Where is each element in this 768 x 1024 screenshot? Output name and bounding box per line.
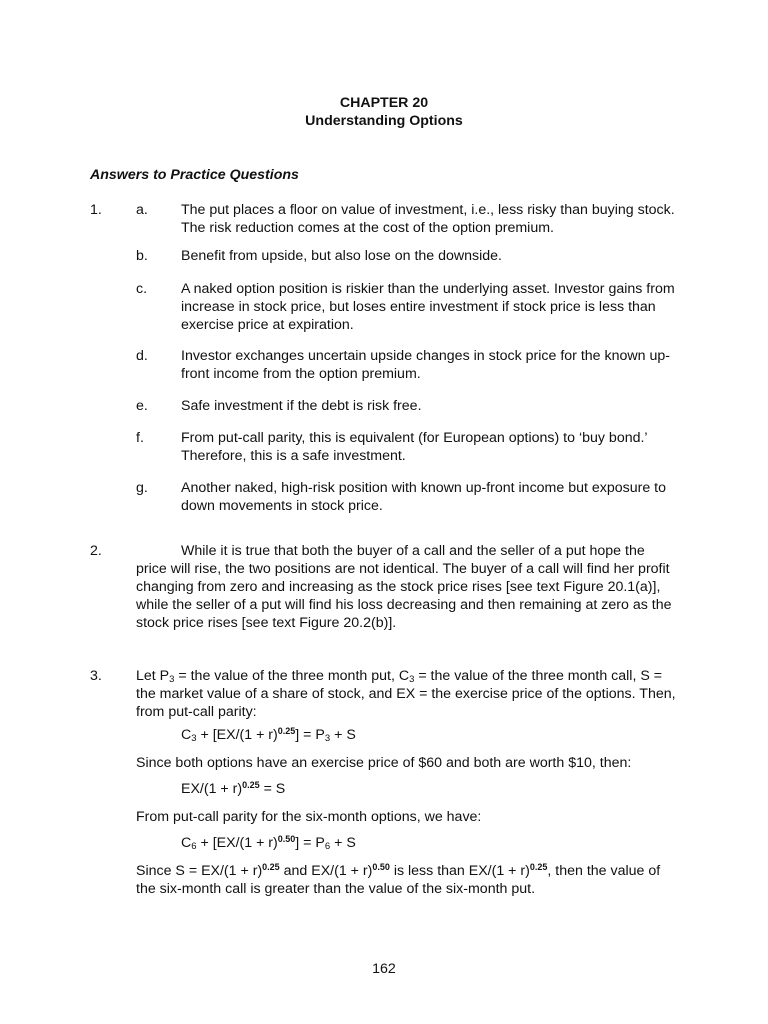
item-letter: g. bbox=[136, 480, 148, 496]
chapter-heading: CHAPTER 20 bbox=[339, 95, 429, 111]
question-3-number: 3. bbox=[90, 668, 102, 684]
q3-paragraph-3: From put-call parity for the six-month options, we have: bbox=[136, 809, 482, 825]
equation-ex-equals-s: $EX/(1 + r)^{0.25} = S$ bbox=[181, 780, 286, 797]
item-text: The put places a floor on value of investment, i.e., less risky than buying stock. The risk reduction comes at the cost of the option premium. bbox=[181, 202, 675, 236]
item-letter: b. bbox=[136, 248, 148, 264]
item-letter: d. bbox=[136, 348, 148, 364]
question-2-answer bbox=[136, 542, 676, 632]
item-letter: f. bbox=[136, 430, 144, 446]
item-text: Investor exchanges uncertain upside changes in stock price for the known up-front income from the option premium. bbox=[181, 348, 670, 382]
q3-intro: Let $P_3$ = the value of the three month put, $C_3$ = the value of the three month call, S = the market value of a share of stock, and EX = the exercise price of the options. Then, from put-call parity: bbox=[136, 668, 676, 720]
page-number: 162 bbox=[372, 961, 396, 977]
item-text: A naked option position is riskier than the underlying asset. Investor gains from increase in stock price, but loses entire investment if stock price is less than exercise price at expiration. bbox=[181, 281, 675, 333]
item-text: Benefit from upside, but also lose on the downside. bbox=[181, 248, 502, 264]
item-letter: c. bbox=[136, 281, 148, 297]
equation-put-call-parity-3m: $C_3 + [EX/(1 + r)^{0.25}] = P_3 + S$ bbox=[181, 726, 356, 744]
item-text: Another naked, high-risk position with known up-front income but exposure to down movements in stock price. bbox=[181, 480, 667, 514]
item-text: From put-call parity, this is equivalent (for European options) to ‘buy bond.’ Therefore, this is a safe investment. bbox=[181, 430, 648, 464]
question-1-number: 1. bbox=[90, 202, 102, 218]
chapter-title: Understanding Options bbox=[305, 113, 463, 129]
q3-conclusion: Since $S = EX/(1 + r)^{0.25}$ and $EX/(1 + r)^{0.50}$ is less than $EX/(1 + r)^{0.25}$, then the value of the six-month call is greater than the value of the six-month put. bbox=[136, 862, 661, 897]
q3-paragraph-2: Since both options have an exercise price of $60 and both are worth $10, then: bbox=[136, 755, 632, 771]
item-text: Safe investment if the debt is risk free. bbox=[181, 398, 422, 414]
section-heading: Answers to Practice Questions bbox=[90, 167, 299, 183]
question-2-number: 2. bbox=[90, 543, 102, 559]
equation-put-call-parity-6m: $C_6 + [EX/(1 + r)^{0.50}] = P_6 + S$ bbox=[181, 834, 356, 852]
q2-text: While it is true that both the buyer of a call and the seller of a put hope the price will rise, the two positions are not identical. The buyer of a call will find her profit changing from zero and increasing as the stock price rises [see text Figure 20.1(a)], while the seller of a put will find his loss decreasing and then remaining at zero as the stock price rises [see text Figure 20.2(b)]. bbox=[136, 543, 672, 631]
item-letter: e. bbox=[136, 398, 148, 414]
item-letter: a. bbox=[136, 202, 148, 218]
